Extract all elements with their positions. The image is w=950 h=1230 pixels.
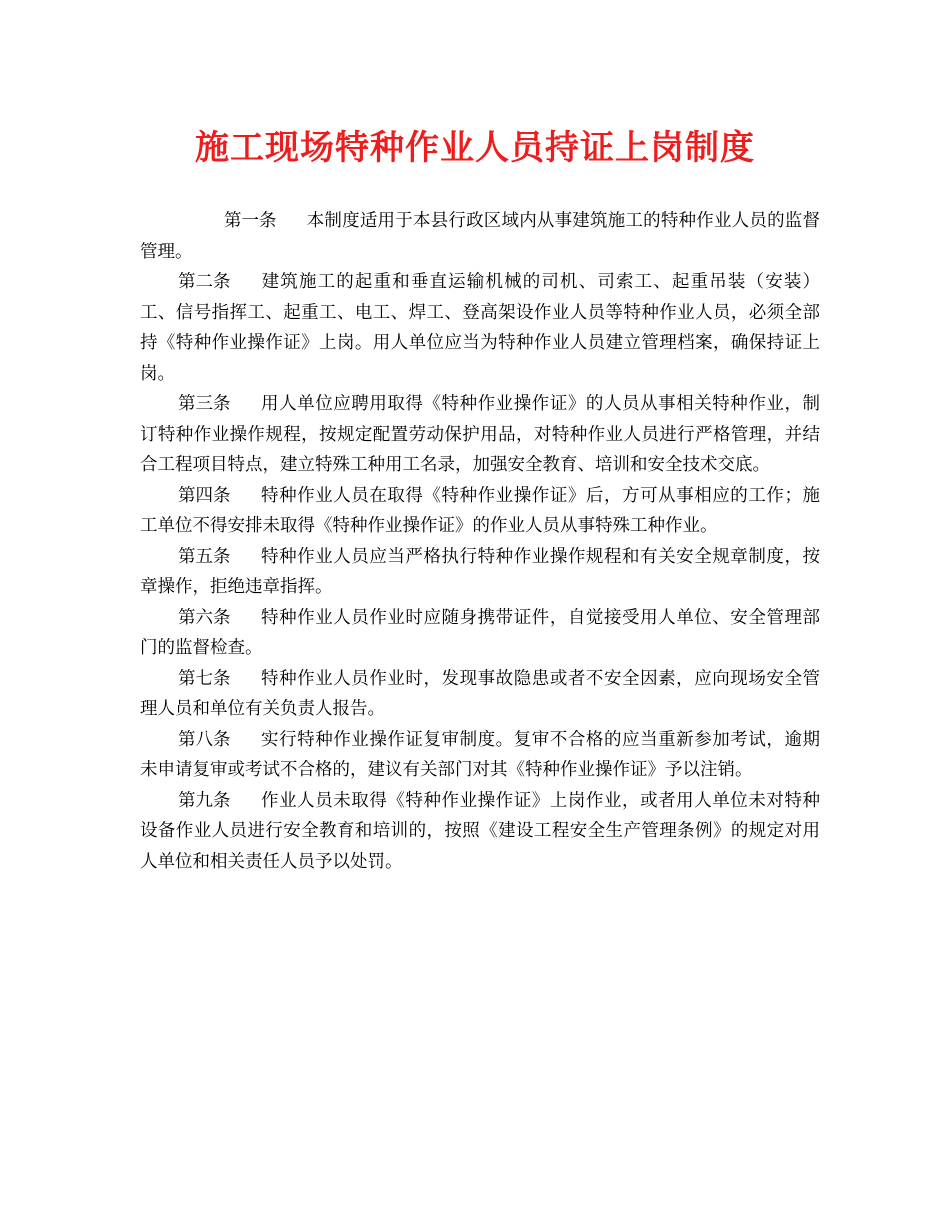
article-text: 建筑施工的起重和垂直运输机械的司机、司索工、起重吊装（安装）工、信号指挥工、起重工、电工、焊工、登高架设作业人员等特种作业人员，必须全部持《特种作业操作证》上岗。用人单位应当为特种作业人员建立管理档案，确保持证上岗。 xyxy=(140,272,820,384)
article-text: 实行特种作业操作证复审制度。复审不合格的应当重新参加考试，逾期未申请复审或考试不合格的，建议有关部门对其《特种作业操作证》予以注销。 xyxy=(140,729,820,780)
article-label: 第一条 xyxy=(224,211,277,231)
article-text: 本制度适用于本县行政区域内从事建筑施工的特种作业人员的监督管理。 xyxy=(140,211,820,262)
article-5 xyxy=(140,542,820,603)
article-label: 第四条 xyxy=(178,485,231,506)
article-1 xyxy=(140,206,820,267)
article-text: 特种作业人员应当严格执行特种作业操作规程和有关安全规章制度，按章操作，拒绝违章指挥。 xyxy=(140,546,820,597)
document-body xyxy=(140,206,820,877)
article-label: 第八条 xyxy=(178,729,231,750)
article-label: 第五条 xyxy=(178,546,231,567)
article-label: 第六条 xyxy=(178,607,231,628)
article-text: 作业人员未取得《特种作业操作证》上岗作业，或者用人单位未对特种设备作业人员进行安全教育和培训的，按照《建设工程安全生产管理条例》的规定对用人单位和相关责任人员予以处罚。 xyxy=(140,790,820,872)
article-4 xyxy=(140,481,820,542)
article-text: 特种作业人员作业时应随身携带证件，自觉接受用人单位、安全管理部门的监督检查。 xyxy=(140,607,820,658)
article-2 xyxy=(140,267,820,389)
article-label: 第三条 xyxy=(178,394,231,414)
article-8 xyxy=(140,725,820,786)
article-3 xyxy=(140,389,820,481)
article-text: 特种作业人员在取得《特种作业操作证》后，方可从事相应的工作；施工单位不得安排未取得《特种作业操作证》的作业人员从事特殊工种作业。 xyxy=(140,485,820,536)
article-6 xyxy=(140,603,820,664)
article-text: 特种作业人员作业时，发现事故隐患或者不安全因素，应向现场安全管理人员和单位有关负责人报告。 xyxy=(140,668,820,719)
article-label: 第九条 xyxy=(178,790,231,811)
article-text: 用人单位应聘用取得《特种作业操作证》的人员从事相关特种作业，制订特种作业操作规程，按规定配置劳动保护用品，对特种作业人员进行严格管理，并结合工程项目特点，建立特殊工种用工名录，加强安全教育、培训和安全技术交底。 xyxy=(140,394,820,475)
article-9 xyxy=(140,786,820,878)
article-label: 第二条 xyxy=(178,272,231,292)
document-title: 施工现场特种作业人员持证上岗制度 xyxy=(195,128,755,168)
article-label: 第七条 xyxy=(178,668,231,689)
article-7 xyxy=(140,664,820,725)
